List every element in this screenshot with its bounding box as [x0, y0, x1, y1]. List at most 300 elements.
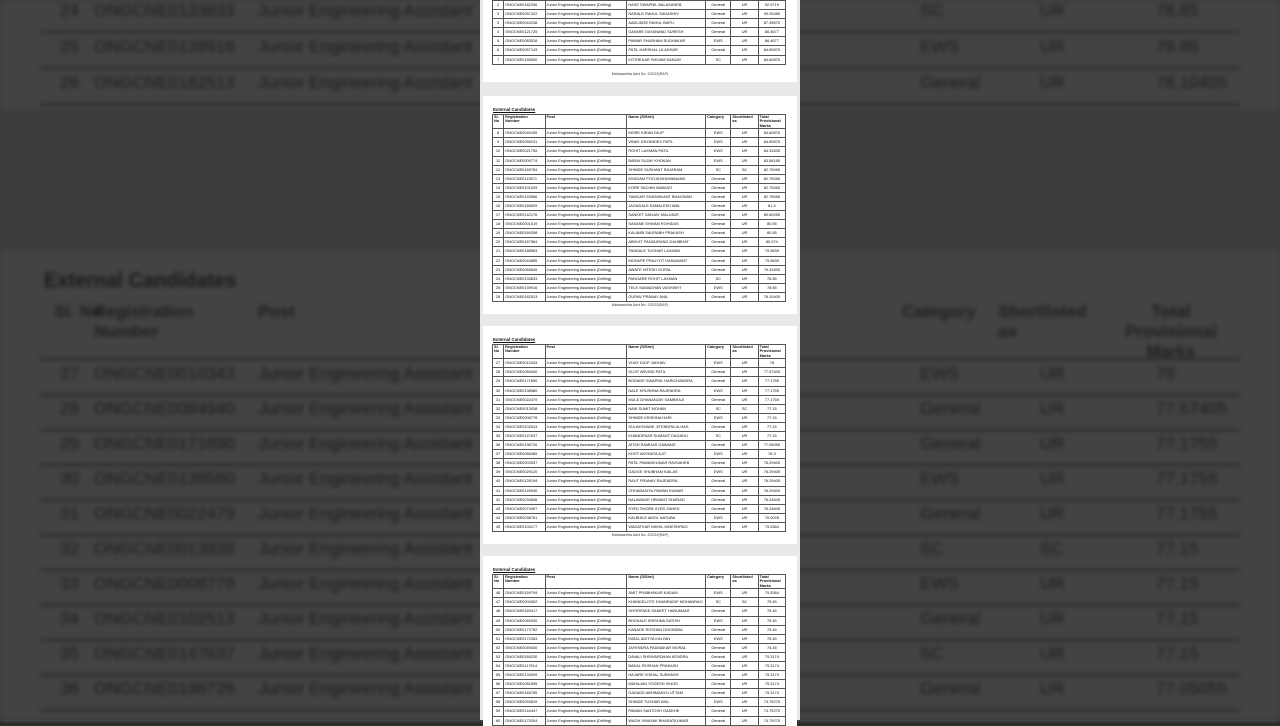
table-row: [493, 138, 786, 147]
cell-reg: ONGCNE0133009: [504, 671, 545, 680]
cell-cat: General: [706, 643, 731, 652]
cell-mk: 92.9719: [758, 1, 785, 10]
table-row: [493, 625, 786, 634]
bg-cell-post: Junior Engineering Assistant: [258, 504, 473, 523]
cell-sh: UR: [731, 274, 758, 283]
cell-post: Junior Engineering Assistant (Drilling): [545, 422, 627, 431]
candidates-table-page-1: [492, 0, 786, 65]
table-row: [493, 265, 786, 274]
cell-cat: General: [706, 10, 731, 19]
table-row: [493, 229, 786, 238]
cell-name: ABHIJIT PANDURANG DAHIBHAT: [627, 238, 706, 247]
cell-post: Junior Engineering Assistant (Drilling): [545, 486, 627, 495]
cell-reg: ONGCNE0171690: [504, 377, 545, 386]
bg-cell-sh: UR: [1040, 504, 1065, 523]
cell-post: Junior Engineering Assistant (Drilling): [545, 37, 627, 46]
cell-cat: General: [706, 229, 731, 238]
cell-sl: 55: [493, 671, 504, 680]
cell-name: BARAI SUJAY KHOKAN: [627, 156, 706, 165]
cell-mk: 84.60875: [758, 138, 785, 147]
bg-cell-mk: 77.15: [1156, 644, 1199, 663]
table-row: [493, 377, 786, 386]
bg-header-shortlisted: Shortlisted as: [998, 302, 1087, 341]
cell-post: Junior Engineering Assistant (Drilling): [545, 404, 627, 413]
bg-header-post: Post: [258, 302, 295, 321]
page-footer: Maharashtra Advt No. 2/2022(R&P): [611, 303, 669, 307]
cell-cat: General: [706, 422, 731, 431]
cell-reg: ONGCNE0188553: [504, 247, 545, 256]
cell-post: Junior Engineering Assistant (Drilling): [545, 283, 627, 292]
cell-post: Junior Engineering Assistant (Drilling): [545, 607, 627, 616]
header-registration: Registration Number: [504, 115, 545, 129]
cell-sh: UR: [731, 504, 758, 513]
cell-name: VINAY DNYANDEV PATIL: [627, 138, 706, 147]
cell-cat: EWS: [706, 386, 731, 395]
cell-name: NAIK SUMIT MOHAN: [627, 404, 706, 413]
cell-sl: 3: [493, 19, 504, 28]
bg-cell-sh: UR: [1040, 73, 1065, 92]
cell-sl: 42: [493, 495, 504, 504]
cell-mk: 83.56185: [758, 156, 785, 165]
cell-cat: General: [706, 247, 731, 256]
bg-cell-sl: 32: [60, 539, 79, 558]
cell-mk: 75.45: [758, 598, 785, 607]
cell-sl: 47: [493, 598, 504, 607]
page-footer: Maharashtra Advt No. 2/2022(R&P): [611, 72, 669, 76]
cell-sh: UR: [731, 55, 758, 64]
header-marks: Total Provisional Marks: [758, 575, 785, 589]
cell-post: Junior Engineering Assistant (Drilling): [545, 201, 627, 210]
cell-sl: 33: [493, 413, 504, 422]
cell-sh: UR: [731, 368, 758, 377]
cell-reg: ONGCNE0021755: [504, 147, 545, 156]
bg-cell-sl: 28: [60, 399, 79, 418]
cell-cat: General: [706, 238, 731, 247]
cell-reg: ONGCNE0166509: [504, 201, 545, 210]
cell-sh: UR: [731, 10, 758, 19]
cell-sl: 57: [493, 689, 504, 698]
cell-sh: UR: [731, 292, 758, 301]
cell-mk: 80.69255: [758, 211, 785, 220]
cell-cat: EWS: [706, 156, 731, 165]
bg-cell-reg: ONGCNE0084940: [94, 399, 235, 418]
cell-reg: ONGCNE0084940: [504, 368, 545, 377]
cell-cat: General: [706, 192, 731, 201]
cell-name: SHINDE TUSHAR ANIL: [627, 698, 706, 707]
cell-mk: 77.15: [758, 404, 785, 413]
cell-sh: UR: [731, 138, 758, 147]
cell-name: VIJAY DILIP JADHAV: [627, 359, 706, 368]
cell-post: Junior Engineering Assistant (Drilling): [545, 522, 627, 531]
cell-reg: ONGCNE0198726: [504, 441, 545, 450]
cell-mk: 78.85: [758, 283, 785, 292]
bg-cell-mk: 77.1755: [1156, 504, 1218, 523]
cell-name: WAGH VINAYAK BHARATKUMAR: [627, 716, 706, 725]
cell-sh: UR: [731, 698, 758, 707]
cell-post: Junior Engineering Assistant (Drilling): [545, 28, 627, 37]
cell-mk: 74.79275: [758, 707, 785, 716]
cell-mk: 80.074: [758, 238, 785, 247]
cell-reg: ONGCNE0049430: [504, 643, 545, 652]
cell-sh: UR: [731, 495, 758, 504]
cell-sl: 49: [493, 616, 504, 625]
header-shortlisted: Shortlisted as: [731, 115, 758, 129]
cell-sh: UR: [731, 247, 758, 256]
bg-cell-post: Junior Engineering Assistant: [258, 469, 473, 488]
cell-cat: General: [706, 174, 731, 183]
cell-sh: UR: [731, 174, 758, 183]
cell-post: Junior Engineering Assistant (Drilling): [545, 211, 627, 220]
cell-reg: ONGCNE0182513: [504, 292, 545, 301]
cell-sh: UR: [731, 1, 758, 10]
cell-sl: 45: [493, 522, 504, 531]
table-body: [493, 1, 786, 65]
table-row: [493, 10, 786, 19]
cell-sl: 38: [493, 459, 504, 468]
cell-post: Junior Engineering Assistant (Drilling): [545, 292, 627, 301]
bg-cell-reg: ONGCNE0139916: [94, 37, 235, 56]
table-row: [493, 238, 786, 247]
bg-cell-reg: ONGCNE0008778: [94, 574, 235, 593]
cell-cat: SC: [706, 55, 731, 64]
table-row: [493, 274, 786, 283]
cell-sh: UR: [731, 183, 758, 192]
cell-mk: 77.1755: [758, 386, 785, 395]
bg-cell-cat: EWS: [920, 469, 959, 488]
cell-cat: SC: [706, 404, 731, 413]
candidates-table-page-3: [492, 344, 786, 532]
cell-name: KALBHILE AMOL NATUBA: [627, 513, 706, 522]
bg-cell-post: Junior Engineering Assistant: [258, 434, 473, 453]
cell-cat: EWS: [706, 634, 731, 643]
cell-name: GHORPADE SANKET HANUMANT: [627, 607, 706, 616]
bg-cell-post: Junior Engineering Assistant: [258, 73, 473, 92]
cell-cat: General: [706, 292, 731, 301]
cell-sl: 17: [493, 211, 504, 220]
cell-reg: ONGCNE0000802: [504, 598, 545, 607]
cell-sh: UR: [731, 522, 758, 531]
table-row: [493, 450, 786, 459]
bg-cell-post: Junior Engineering Assistant: [258, 399, 473, 418]
header-marks: Total Provisional Marks: [758, 345, 785, 359]
cell-sl: 31: [493, 395, 504, 404]
cell-sh: UR: [731, 513, 758, 522]
cell-cat: SC: [706, 431, 731, 440]
header-sl: Sl. No: [493, 345, 504, 359]
cell-reg: ONGCNE0147637: [504, 431, 545, 440]
section-title: External Candidates: [493, 337, 536, 342]
cell-name: GAVARE DAYANAND SURESH: [627, 28, 706, 37]
cell-post: Junior Engineering Assistant (Drilling): [545, 450, 627, 459]
cell-reg: ONGCNE0183785: [504, 689, 545, 698]
table-row: [493, 680, 786, 689]
table-row: [493, 486, 786, 495]
bg-cell-sh: UR: [1040, 574, 1065, 593]
cell-reg: ONGCNE0153966: [504, 192, 545, 201]
table-row: [493, 183, 786, 192]
cell-name: KHOT AKSHATA AJIT: [627, 450, 706, 459]
cell-name: SHINDE SUSHANT RAJARAM: [627, 165, 706, 174]
cell-post: Junior Engineering Assistant (Drilling): [545, 441, 627, 450]
cell-post: Junior Engineering Assistant (Drilling): [545, 616, 627, 625]
bg-cell-mk: 77.15: [1156, 539, 1199, 558]
header-name: Name (S/Shri): [627, 345, 706, 359]
cell-mk: 82.75065: [758, 183, 785, 192]
cell-name: ROHIT LAXMAN PATIL: [627, 147, 706, 156]
cell-post: Junior Engineering Assistant (Drilling): [545, 689, 627, 698]
table-row: [493, 689, 786, 698]
cell-mk: 76.24845: [758, 504, 785, 513]
table-row: [493, 386, 786, 395]
cell-post: Junior Engineering Assistant (Drilling): [545, 431, 627, 440]
table-row: [493, 46, 786, 55]
cell-post: Junior Engineering Assistant (Drilling): [545, 495, 627, 504]
bg-cell-mk: 77.15: [1156, 574, 1199, 593]
page-footer: Maharashtra Advt No. 2/2022(R&P): [611, 533, 669, 537]
cell-cat: General: [706, 1, 731, 10]
cell-sh: UR: [731, 707, 758, 716]
table-row: [493, 201, 786, 210]
table-row: [493, 422, 786, 431]
cell-sh: UR: [731, 459, 758, 468]
cell-sl: 18: [493, 220, 504, 229]
cell-sh: UR: [731, 46, 758, 55]
table-row: [493, 37, 786, 46]
header-post: Post: [545, 575, 627, 589]
cell-sl: 7: [493, 55, 504, 64]
cell-reg: ONGCNE0139916: [504, 283, 545, 292]
cell-reg: ONGCNE0038781: [504, 513, 545, 522]
table-row: [493, 129, 786, 138]
bg-cell-mk: 77.1755: [1156, 469, 1218, 488]
cell-reg: ONGCNE0029120: [504, 468, 545, 477]
cell-name: KHANDEKAR SUMANT DAGADU: [627, 431, 706, 440]
cell-name: SULAKSHANE JITENDRA ULHAS: [627, 422, 706, 431]
cell-sh: UR: [731, 192, 758, 201]
cell-reg: ONGCNE0169417: [504, 607, 545, 616]
cell-sl: 39: [493, 468, 504, 477]
cell-cat: General: [706, 607, 731, 616]
cell-mk: 79.31835: [758, 265, 785, 274]
cell-name: JAGADALE KAMALESH ANIL: [627, 201, 706, 210]
cell-reg: ONGCNE0144447: [504, 707, 545, 716]
header-shortlisted: Shortlisted as: [731, 575, 758, 589]
cell-reg: ONGCNE0113571: [504, 174, 545, 183]
cell-post: Junior Engineering Assistant (Drilling): [545, 368, 627, 377]
cell-sl: 28: [493, 368, 504, 377]
table-row: [493, 359, 786, 368]
bg-cell-sh: UR: [1040, 679, 1065, 698]
cell-cat: General: [706, 625, 731, 634]
cell-sl: 4: [493, 28, 504, 37]
table-row: [493, 283, 786, 292]
cell-mk: 78.10405: [758, 292, 785, 301]
cell-post: Junior Engineering Assistant (Drilling): [545, 504, 627, 513]
cell-reg: ONGCNE0066365: [504, 450, 545, 459]
table-row: [493, 707, 786, 716]
cell-sl: 11: [493, 156, 504, 165]
bg-cell-cat: General: [920, 434, 981, 453]
bg-cell-sl: 26: [60, 73, 79, 92]
cell-cat: EWS: [706, 468, 731, 477]
cell-cat: General: [706, 211, 731, 220]
cell-cat: EWS: [706, 616, 731, 625]
cell-cat: SC: [706, 598, 731, 607]
cell-sl: 32: [493, 404, 504, 413]
cell-post: Junior Engineering Assistant (Drilling): [545, 229, 627, 238]
cell-sh: UR: [731, 28, 758, 37]
cell-reg: ONGCNE0167564: [504, 238, 545, 247]
cell-mk: 75.3174: [758, 661, 785, 670]
cell-reg: ONGCNE0184230: [504, 652, 545, 661]
cell-sh: UR: [731, 19, 758, 28]
bg-header-reg: Registration Number: [94, 302, 194, 341]
cell-sl: 54: [493, 661, 504, 670]
bg-header-sl: Sl. No: [54, 302, 103, 321]
bg-cell-reg: ONGCNE0022479: [94, 504, 235, 523]
cell-name: BODADE SWAPNIL HARICHANDRA: [627, 377, 706, 386]
cell-mk: 75.45: [758, 607, 785, 616]
cell-sl: 51: [493, 634, 504, 643]
cell-mk: 84.31835: [758, 147, 785, 156]
cell-cat: General: [706, 183, 731, 192]
cell-name: MISAL ADITYA KALYAN: [627, 634, 706, 643]
cell-mk: 77.05055: [758, 441, 785, 450]
cell-name: CHHABADIYA PAWAN KUMAR: [627, 486, 706, 495]
document-viewer[interactable]: [480, 0, 800, 723]
bg-cell-sl: 30: [60, 469, 79, 488]
cell-reg: ONGCNE0172263: [504, 634, 545, 643]
cell-mk: 82.75065: [758, 192, 785, 201]
bg-cell-cat: SC: [920, 644, 944, 663]
bg-cell-cat: SC: [920, 1, 944, 20]
cell-sl: 15: [493, 192, 504, 201]
cell-mk: 76.29405: [758, 459, 785, 468]
cell-sl: 35: [493, 431, 504, 440]
table-header-row: [493, 345, 786, 359]
cell-cat: EWS: [706, 138, 731, 147]
cell-sh: UR: [731, 386, 758, 395]
bg-cell-sl: 36: [60, 679, 79, 698]
bg-cell-cat: SC: [920, 539, 944, 558]
cell-post: Junior Engineering Assistant (Drilling): [545, 129, 627, 138]
cell-sl: 56: [493, 680, 504, 689]
cell-reg: ONGCNE0055231: [504, 138, 545, 147]
cell-reg: ONGCNE0010343: [504, 359, 545, 368]
cell-reg: ONGCNE0044855: [504, 256, 545, 265]
cell-mk: 84.60875: [758, 55, 785, 64]
cell-reg: ONGCNE0069645: [504, 265, 545, 274]
cell-reg: ONGCNE0083516: [504, 37, 545, 46]
cell-name: BAKAL ROSHAN PRAKASH: [627, 661, 706, 670]
cell-reg: ONGCNE0104177: [504, 522, 545, 531]
cell-post: Junior Engineering Assistant (Drilling): [545, 265, 627, 274]
bg-cell-sl: 27: [60, 364, 79, 383]
cell-mk: 75.45: [758, 634, 785, 643]
header-sl: Sl. No: [493, 115, 504, 129]
table-row: [493, 634, 786, 643]
cell-cat: General: [706, 201, 731, 210]
cell-sh: UR: [731, 377, 758, 386]
cell-sh: UR: [731, 229, 758, 238]
cell-cat: General: [706, 265, 731, 274]
cell-sh: UR: [731, 211, 758, 220]
cell-mk: 76.29405: [758, 477, 785, 486]
bg-cell-mk: 77.05055: [1156, 679, 1227, 698]
cell-cat: General: [706, 256, 731, 265]
table-row: [493, 28, 786, 37]
cell-name: GADGE SHUBHAM KAILAS: [627, 468, 706, 477]
cell-reg: ONGCNE0022479: [504, 395, 545, 404]
bg-cell-reg: ONGCNE0138580: [94, 469, 235, 488]
header-name: Name (S/Shri): [627, 575, 706, 589]
cell-sh: UR: [731, 201, 758, 210]
cell-cat: General: [706, 28, 731, 37]
bg-cell-post: Junior Engineering Assistant: [258, 609, 473, 628]
table-row: [493, 292, 786, 301]
cell-sl: 37: [493, 450, 504, 459]
cell-sl: 27: [493, 359, 504, 368]
table-body: [493, 129, 786, 302]
cell-sh: UR: [731, 671, 758, 680]
header-registration: Registration Number: [504, 575, 545, 589]
cell-name: KOTHEKAR SHIVAM SANJAY: [627, 55, 706, 64]
cell-mk: 75.5384: [758, 522, 785, 531]
cell-sh: UR: [731, 652, 758, 661]
cell-sh: UR: [731, 156, 758, 165]
cell-post: Junior Engineering Assistant (Drilling): [545, 671, 627, 680]
section-title: External Candidates: [493, 107, 536, 112]
cell-sh: UR: [731, 477, 758, 486]
cell-sh: UR: [731, 643, 758, 652]
cell-post: Junior Engineering Assistant (Drilling): [545, 413, 627, 422]
bg-cell-sh: UR: [1040, 609, 1065, 628]
cell-sh: UR: [731, 238, 758, 247]
cell-mk: 77.1755: [758, 395, 785, 404]
cell-name: TANDALE TUSHAR LAXMAN: [627, 247, 706, 256]
cell-mk: 84.60875: [758, 129, 785, 138]
cell-post: Junior Engineering Assistant (Drilling): [545, 513, 627, 522]
cell-sl: 58: [493, 698, 504, 707]
cell-post: Junior Engineering Assistant (Drilling): [545, 707, 627, 716]
cell-sh: UR: [731, 634, 758, 643]
cell-post: Junior Engineering Assistant (Drilling): [545, 598, 627, 607]
cell-name: SASANE SHIVAM ROHIDAS: [627, 220, 706, 229]
cell-name: GURAV PRANAY ANIL: [627, 292, 706, 301]
table-row: [493, 652, 786, 661]
cell-reg: ONGCNE0001519: [504, 220, 545, 229]
cell-post: Junior Engineering Assistant (Drilling): [545, 698, 627, 707]
cell-sl: 12: [493, 165, 504, 174]
table-row: [493, 147, 786, 156]
cell-post: Junior Engineering Assistant (Drilling): [545, 174, 627, 183]
cell-post: Junior Engineering Assistant (Drilling): [545, 386, 627, 395]
document-page-4: [483, 556, 797, 726]
cell-post: Junior Engineering Assistant (Drilling): [545, 183, 627, 192]
bg-cell-mk: 77.15: [1156, 609, 1199, 628]
cell-name: KALAMB SAURABH PRAKASH: [627, 229, 706, 238]
bg-cell-post: Junior Engineering Assistant: [258, 539, 473, 558]
cell-cat: SC: [706, 165, 731, 174]
cell-post: Junior Engineering Assistant (Drilling): [545, 55, 627, 64]
header-marks: Total Provisional Marks: [758, 115, 785, 129]
cell-sl: 19: [493, 229, 504, 238]
table-row: [493, 661, 786, 670]
cell-reg: ONGCNE0057322: [504, 10, 545, 19]
cell-sh: UR: [731, 129, 758, 138]
cell-post: Junior Engineering Assistant (Drilling): [545, 19, 627, 28]
cell-sh: UR: [731, 716, 758, 725]
